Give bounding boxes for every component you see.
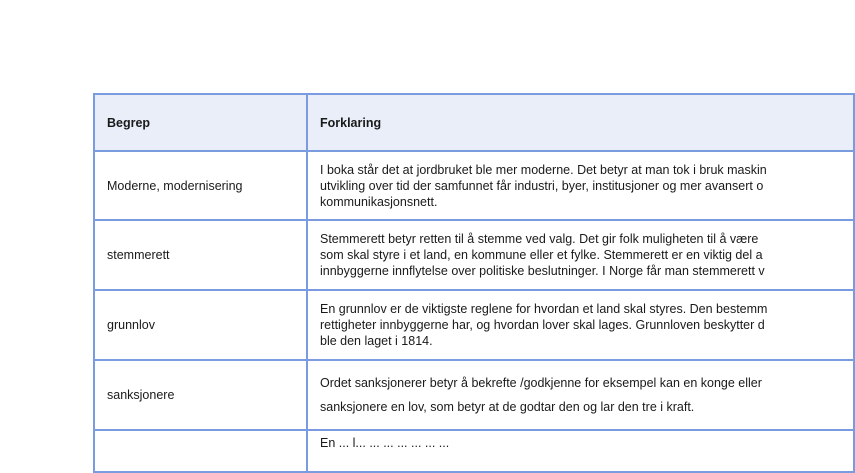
table-row bbox=[94, 430, 854, 472]
explanation-line: Ordet sanksjonerer betyr å bekrefte /godkjenne for eksempel kan en konge eller bbox=[320, 376, 762, 390]
explanation-line: innbyggerne innflytelse over politiske beslutninger. I Norge får man stemmerett v bbox=[320, 264, 765, 278]
explanation-line: I boka står det at jordbruket ble mer moderne. Det betyr at man tok i bruk maskin bbox=[320, 162, 767, 177]
header-explanation: Forklaring bbox=[307, 94, 854, 151]
explanation-line: ble den laget i 1814. bbox=[320, 334, 433, 348]
glossary-table bbox=[93, 93, 855, 473]
explanation-cell bbox=[307, 290, 854, 360]
table-row bbox=[94, 360, 854, 430]
explanation-line: utvikling over tid der samfunnet får industri, byer, institusjoner og mer avansert o bbox=[320, 178, 764, 193]
term-cell bbox=[94, 430, 307, 472]
table-row bbox=[94, 290, 854, 360]
table-row bbox=[94, 151, 854, 220]
explanation-cell bbox=[307, 430, 854, 472]
table-row bbox=[94, 220, 854, 290]
paragraph-gap bbox=[320, 391, 841, 399]
term-cell: sanksjonere bbox=[94, 360, 307, 430]
explanation-line: En grunnlov er de viktigste reglene for hvordan et land skal styres. Den bestemm bbox=[320, 302, 768, 316]
header-term: Begrep bbox=[94, 94, 307, 151]
explanation-line: En ... l... ... ... ... ... ... ... bbox=[320, 436, 450, 450]
explanation-line: rettigheter innbyggerne har, og hvordan lover skal lages. Grunnloven beskytter d bbox=[320, 318, 765, 332]
term-cell: stemmerett bbox=[94, 220, 307, 290]
explanation-cell bbox=[307, 220, 854, 290]
term-cell: grunnlov bbox=[94, 290, 307, 360]
explanation-cell bbox=[307, 151, 854, 220]
explanation-line: kommunikasjonsnett. bbox=[320, 194, 438, 209]
term-cell: Moderne, modernisering bbox=[94, 151, 307, 220]
explanation-line: som skal styre i et land, en kommune eller et fylke. Stemmerett er en viktig del a bbox=[320, 248, 763, 262]
explanation-cell bbox=[307, 360, 854, 430]
explanation-line: Stemmerett betyr retten til å stemme ved valg. Det gir folk muligheten til å være bbox=[320, 232, 759, 246]
explanation-line: sanksjonere en lov, som betyr at de godtar den og lar den tre i kraft. bbox=[320, 400, 695, 414]
table-header-row bbox=[94, 94, 854, 151]
